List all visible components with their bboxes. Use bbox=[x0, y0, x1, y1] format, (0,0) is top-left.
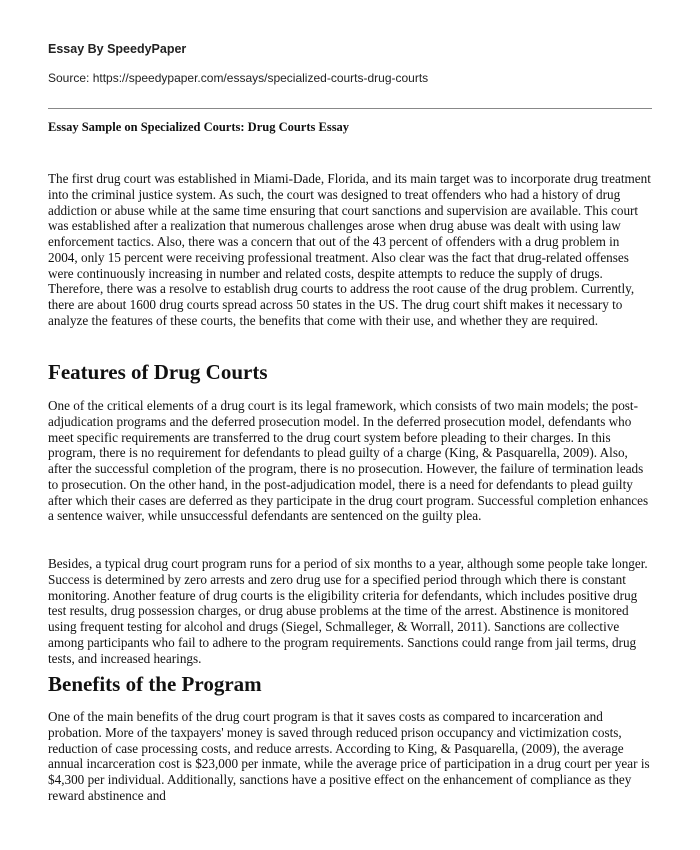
features-paragraph-2: Besides, a typical drug court program runs for a period of six months to a year, although some people take longer. Success is determined by zero arrests and zero drug use for a specified period through which there is constant monitoring. Another feature of drug courts is the eligibility criteria for defendants, which includes positive drug test results, drug possession charges, or drug abuse problems at the time of the arrest. Abstinence is monitored using frequent testing for alcohol and drugs (Siegel, Schmalleger, & Worrall, 2011). Sanctions are collective among participants who fail to adhere to the program requirements. Sanctions could range from jail terms, drug tests, and increased hearings. bbox=[48, 556, 648, 666]
header-brand: Essay By SpeedyPaper bbox=[48, 42, 187, 56]
benefits-paragraph-1: One of the main benefits of the drug court program is that it saves costs as compared to incarceration and probation. More of the taxpayers' money is saved through reduced prison occupancy and victimization costs, reduction of case processing costs, and reduce arrests. According to King, & Pasquarella, (2009), the average annual incarceration cost is $23,000 per inmate, while the average price of participation in a drug court per year is $4,300 per individual. Additionally, sanctions have a positive effect on the enhancement of compliance as they reward abstinence and bbox=[48, 709, 650, 803]
header-divider bbox=[48, 108, 652, 109]
header-source-link[interactable]: Source: https://speedypaper.com/essays/specialized-courts-drug-courts bbox=[48, 71, 429, 85]
section-heading-features: Features of Drug Courts bbox=[48, 360, 268, 384]
intro-paragraph: The first drug court was established in Miami-Dade, Florida, and its main target was to incorporate drug treatment into the criminal justice system. As such, the court was designed to treat offenders who had a history of drug addiction or abuse while at the same time ensuring that court sanctions and supervision are available. This court was established after a realization that numerous challenges arose when drug abuse was dealt with using law enforcement tactics. Also, there was a concern that out of the 43 percent of offenders with a drug problem in 2004, only 15 percent were receiving professional treatment. Also clear was the fact that drug-related offenses were continuously increasing in number and related costs, despite attempts to reduce the supply of drugs. Therefore, there was a resolve to establish drug courts to address the root cause of the drug problem. Currently, there are about 1600 drug courts spread across 50 states in the US. The drug court shift makes it necessary to analyze the features of these courts, the benefits that come with their use, and whether they are required. bbox=[48, 171, 651, 328]
section-heading-benefits: Benefits of the Program bbox=[48, 672, 262, 696]
document-title: Essay Sample on Specialized Courts: Drug Courts Essay bbox=[48, 120, 350, 134]
features-paragraph-1: One of the critical elements of a drug court is its legal framework, which consists of two main models; the post-adjudication programs and the deferred prosecution model. In the deferred prosecution model, defendants who meet specific requirements are transferred to the drug court system before pleading to their charges. In this program, there is no requirement for defendants to plead guilty of a charge (King, & Pasquarella, 2009). Also, after the successful completion of the program, there is no prosecution. However, the failure of termination leads to prosecution. On the other hand, in the post-adjudication model, there is a need for defendants to plead guilty after which their cases are deferred as they participate in the drug court program. Successful completion enhances a sentence waiver, while unsuccessful defendants are sentenced on the guilty plea. bbox=[48, 398, 649, 524]
